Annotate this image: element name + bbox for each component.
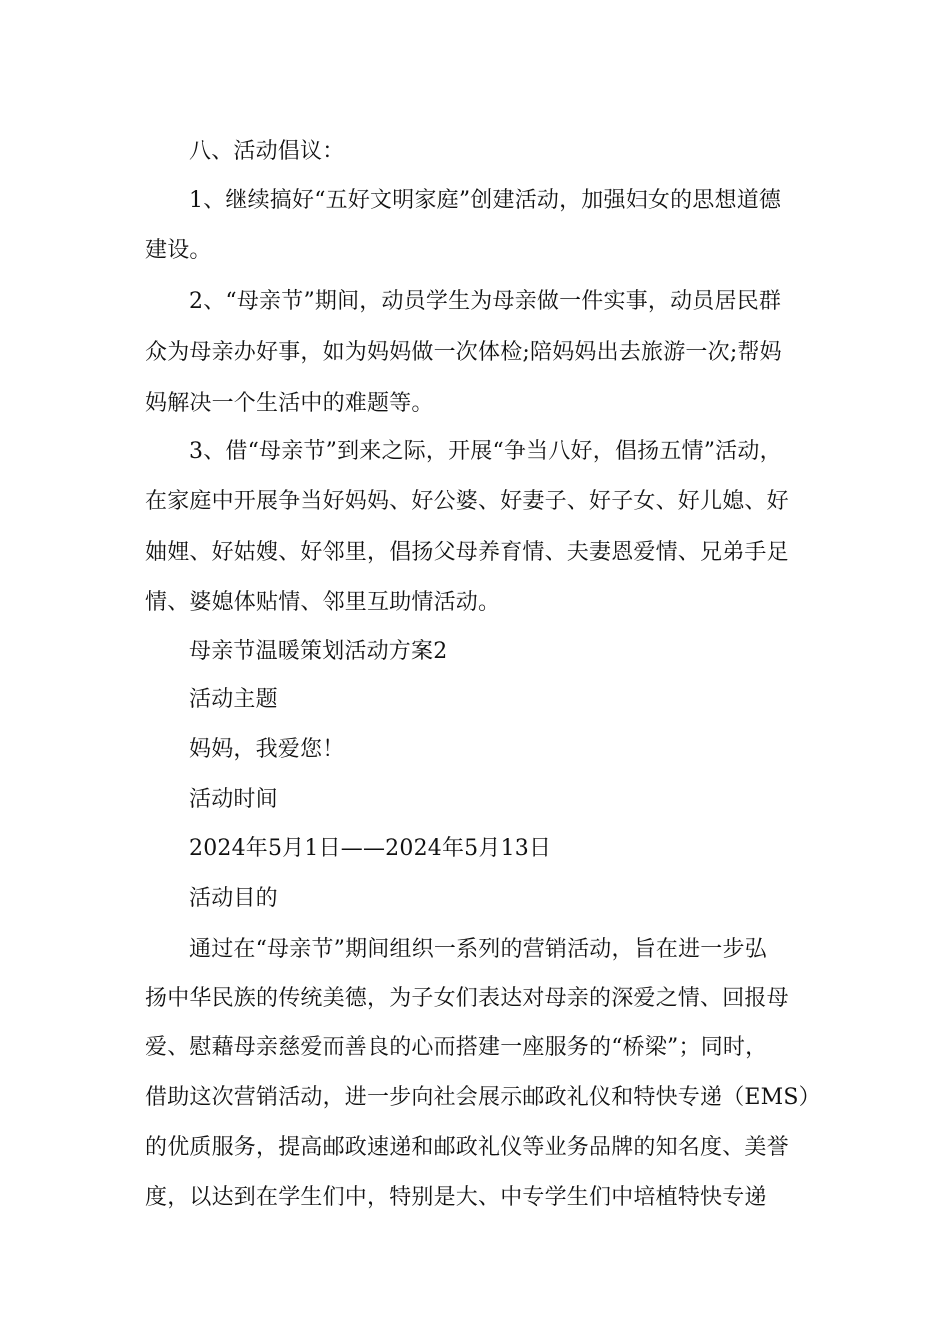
activity-theme-text: 妈妈，我爱您！: [189, 737, 345, 762]
paragraph-line: 通过在“母亲节”期间组织一系列的营销活动，旨在进一步弘: [189, 937, 767, 962]
paragraph-line: 借助这次营销活动，进一步向社会展示邮政礼仪和特快专递（EMS）: [145, 1085, 821, 1110]
subheading-activity-theme: 活动主题: [189, 687, 278, 712]
paragraph-line: 情、婆媳体贴情、邻里互助情活动。: [145, 590, 501, 615]
subheading-activity-purpose: 活动目的: [189, 886, 278, 911]
paragraph-line: 扬中华民族的传统美德，为子女们表达对母亲的深爱之情、回报母: [145, 986, 789, 1011]
paragraph-line: 3、借“母亲节”到来之际，开展“争当八好，倡扬五情”活动，: [189, 439, 782, 464]
activity-time-text: 2024年5月1日——2024年5月13日: [189, 836, 552, 861]
plan-title: 母亲节温暖策划活动方案2: [189, 639, 448, 664]
section-heading-activity-proposal: 八、活动倡议：: [189, 139, 345, 164]
paragraph-line: 1、继续搞好“五好文明家庭”创建活动，加强妇女的思想道德: [189, 188, 782, 213]
paragraph-line: 度，以达到在学生们中，特别是大、中专学生们中培植特快专递: [145, 1185, 767, 1210]
paragraph-line: 建设。: [145, 238, 212, 263]
paragraph-line: 的优质服务，提高邮政速递和邮政礼仪等业务品牌的知名度、美誉: [145, 1135, 789, 1160]
paragraph-line: 爱、慰藉母亲慈爱而善良的心而搭建一座服务的“桥梁”；同时，: [145, 1035, 768, 1060]
paragraph-line: 在家庭中开展争当好妈妈、好公婆、好妻子、好子女、好儿媳、好: [145, 489, 789, 514]
paragraph-line: 2、“母亲节”期间，动员学生为母亲做一件实事，动员居民群: [189, 289, 782, 314]
paragraph-line: 妈解决一个生活中的难题等。: [145, 391, 434, 416]
paragraph-line: 众为母亲办好事，如为妈妈做一次体检;陪妈妈出去旅游一次;帮妈: [145, 340, 782, 365]
paragraph-line: 妯娌、好姑嫂、好邻里，倡扬父母养育情、夫妻恩爱情、兄弟手足: [145, 540, 789, 565]
subheading-activity-time: 活动时间: [189, 787, 278, 812]
